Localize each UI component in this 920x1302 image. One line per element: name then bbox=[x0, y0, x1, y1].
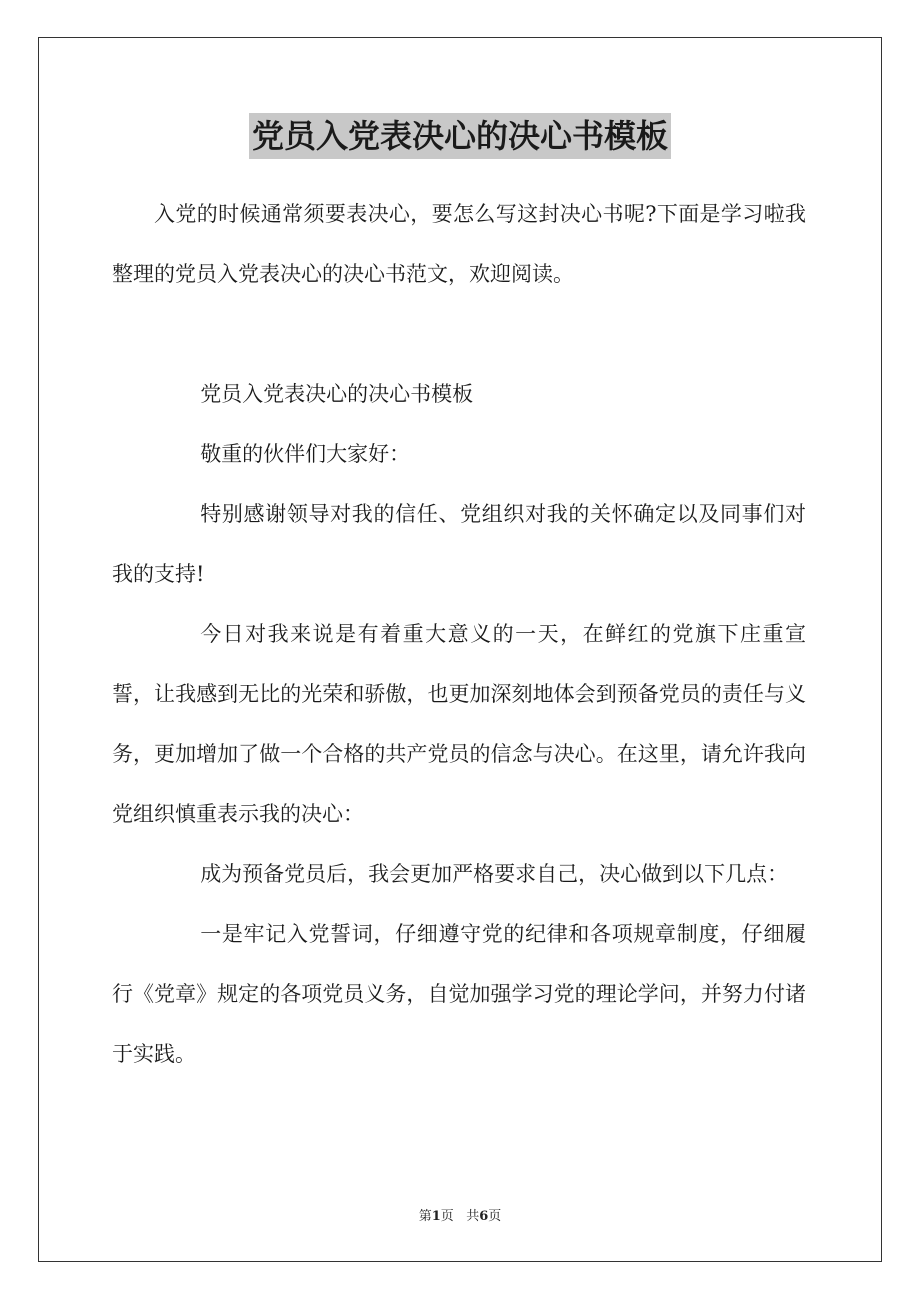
document-title-container bbox=[0, 113, 920, 165]
body-paragraph-thanks: 特别感谢领导对我的信任、党组织对我的关怀确定以及同事们对我的支持! bbox=[112, 502, 806, 586]
footer-suffix: 页 bbox=[488, 1209, 502, 1224]
body-paragraph-resolve: 成为预备党员后，我会更加严格要求自己，决心做到以下几点： bbox=[200, 862, 789, 886]
body-paragraph-point-one: 一是牢记入党誓词，仔细遵守党的纪律和各项规章制度，仔细履行《党章》规定的各项党员义务，自觉加强学习党的理论学问，并努力付诸于实践。 bbox=[112, 922, 806, 1066]
document-title: 党员入党表决心的决心书模板 bbox=[249, 113, 671, 159]
intro-paragraph: 入党的时候通常须要表决心，要怎么写这封决心书呢?下面是学习啦我整理的党员入党表决心的决心书范文，欢迎阅读。 bbox=[112, 202, 806, 286]
footer-total-pages: 6 bbox=[479, 1209, 489, 1224]
footer-page-number: 1 bbox=[431, 1209, 441, 1224]
page-footer bbox=[0, 1205, 920, 1224]
salutation: 敬重的伙伴们大家好： bbox=[200, 442, 411, 466]
document-body bbox=[112, 184, 806, 1084]
footer-prefix: 第 bbox=[418, 1209, 432, 1224]
paragraph-gap bbox=[112, 304, 806, 364]
section-heading: 党员入党表决心的决心书模板 bbox=[200, 382, 474, 406]
body-paragraph-oath: 今日对我来说是有着重大意义的一天，在鲜红的党旗下庄重宣誓，让我感到无比的光荣和骄傲，也更加深刻地体会到预备党员的责任与义务，更加增加了做一个合格的共产党员的信念与决心。在这里，请允许我向党组织慎重表示我的决心： bbox=[112, 622, 806, 826]
footer-mid: 页 共 bbox=[440, 1209, 480, 1224]
